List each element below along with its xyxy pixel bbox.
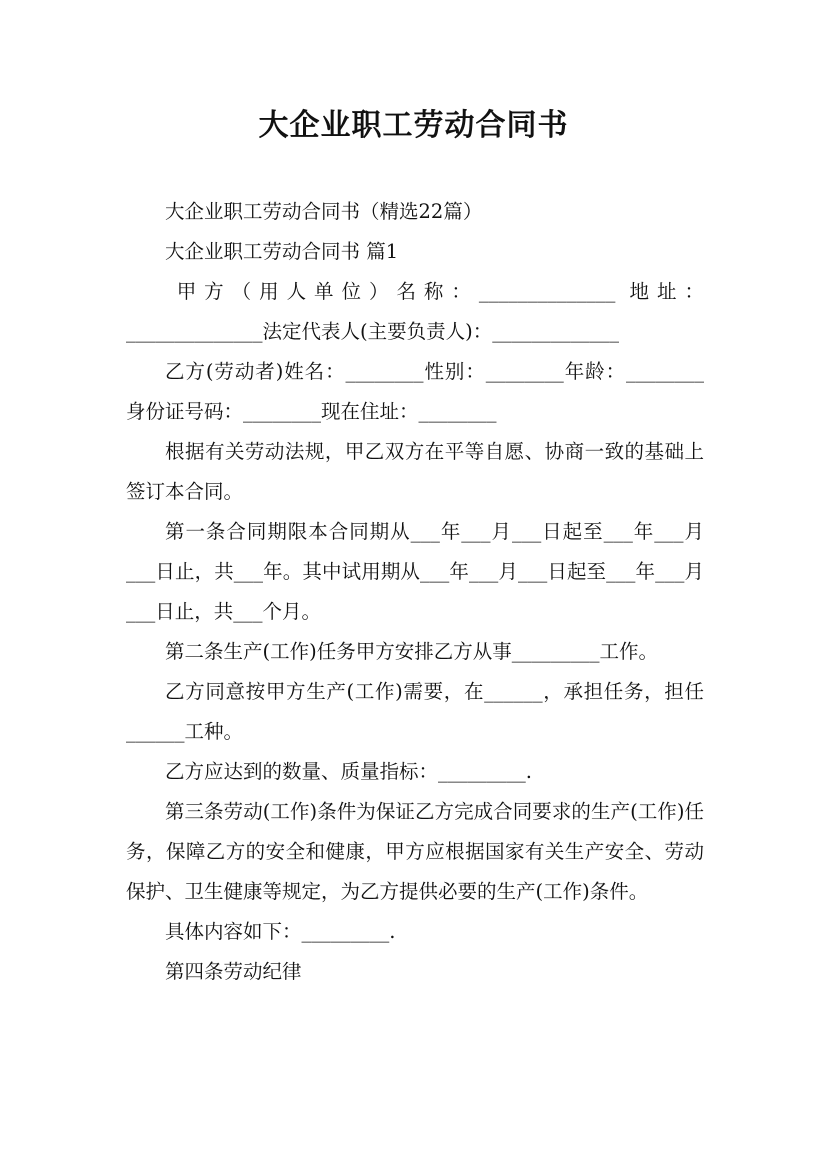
document-title: 大企业职工劳动合同书 (258, 108, 569, 143)
paragraph-intro: 根据有关劳动法规，甲乙双方在平等自愿、协商一致的基础上签订本合同。 (126, 440, 704, 503)
paragraph-article-4: 第四条劳动纪律 (165, 960, 302, 983)
paragraph-subtitle: 大企业职工劳动合同书（精选22篇） (165, 200, 483, 223)
paragraph-details: 具体内容如下：_________. (165, 920, 396, 943)
paragraph-article-1: 第一条合同期限本合同期从___年___月___日起至___年___月___日止，共___年。其中试用期从___年___月___日起至___年___月___日止，共___个月。 (126, 520, 704, 623)
paragraph-task: 乙方同意按甲方生产(工作)需要，在______，承担任务，担任______工种。 (126, 680, 704, 743)
paragraph-party-a: 甲方（用人单位）名称：______________ 地址：______________法定代表人(主要负责人)：_____________ (126, 280, 704, 343)
paragraph-article-3: 第三条劳动(工作)条件为保证乙方完成合同要求的生产(工作)任务，保障乙方的安全和健康，甲方应根据国家有关生产安全、劳动保护、卫生健康等规定，为乙方提供必要的生产(工作)条件。 (126, 800, 704, 903)
paragraph-article-2: 第二条生产(工作)任务甲方安排乙方从事_________工作。 (165, 640, 658, 663)
paragraph-quality: 乙方应达到的数量、质量指标：_________. (165, 760, 532, 783)
paragraph-section-heading: 大企业职工劳动合同书 篇1 (165, 240, 399, 263)
document-body (126, 192, 704, 992)
paragraph-party-b: 乙方(劳动者)姓名：________性别：________年龄：________身份证号码：________现在住址：________ (126, 360, 704, 423)
